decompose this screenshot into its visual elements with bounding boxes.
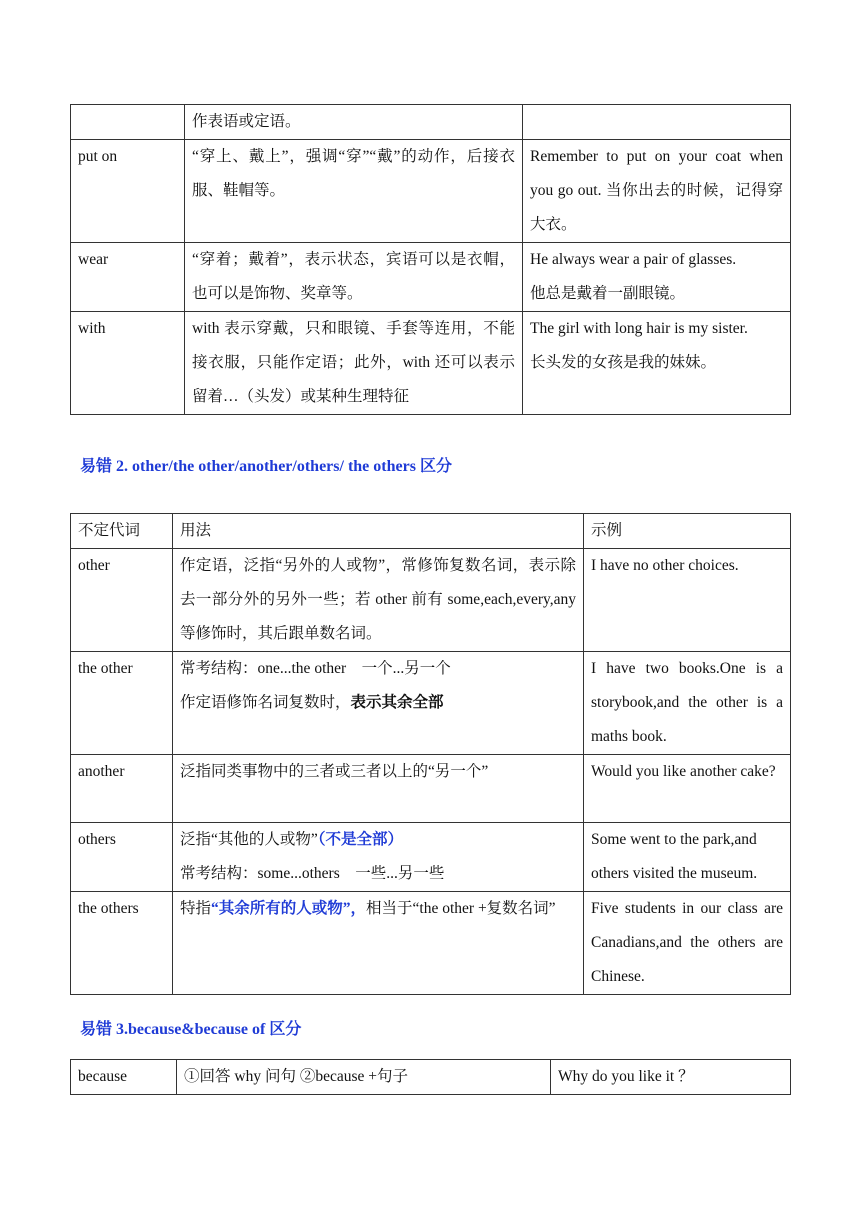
usage-line: 常考结构：some...others 一些...另一些 [180, 865, 445, 882]
example-zh: 他总是戴着一副眼镜。 [530, 285, 686, 302]
usage-line: 常考结构：one...the other 一个...另一个 [180, 660, 451, 677]
cell-usage: 泛指同类事物中的三者或三者以上的“另一个” [173, 755, 584, 823]
cell-usage [173, 652, 584, 755]
cell-usage: “穿着；戴着”，表示状态，宾语可以是衣帽，也可以是饰物、奖章等。 [185, 243, 523, 312]
usage-emphasis: （不是全部） [317, 831, 404, 848]
cell-usage: 作定语，泛指“另外的人或物”，常修饰复数名词，表示除去一部分外的另外一些；若 other 前有 some,each,every,any 等修饰时，其后跟单数名词。 [173, 549, 584, 652]
table-because [70, 1059, 791, 1095]
section-heading-3: 易错 3.because&because of 区分 [80, 1021, 302, 1038]
table-row [71, 1060, 791, 1095]
section-heading-2: 易错 2. other/the other/another/others/ the others 区分 [80, 458, 452, 475]
cell-usage [173, 892, 584, 995]
table-row [71, 140, 791, 243]
cell-usage: ①回答 why 问句 ②because +句子 [177, 1060, 551, 1095]
cell-term: with [71, 312, 185, 415]
cell-example [523, 243, 791, 312]
table-row [71, 105, 791, 140]
usage-emphasis: 表示其余全部 [350, 694, 444, 711]
cell-example: Why do you like it ？ [551, 1060, 791, 1095]
table-row [71, 755, 791, 823]
cell-example [523, 105, 791, 140]
table-clothing-verbs [70, 104, 791, 415]
table-indefinite-pronouns [70, 513, 791, 995]
table-row [71, 312, 791, 415]
usage-line [180, 823, 576, 857]
table-row [71, 892, 791, 995]
usage-text: 相当于“the other +复数名词” [366, 900, 556, 917]
table-header-row [71, 514, 791, 549]
table-row [71, 549, 791, 652]
usage-line [180, 686, 576, 720]
cell-example: Some went to the park,and others visited the museum. [584, 823, 791, 892]
cell-term: another [71, 755, 173, 823]
cell-example: Remember to put on your coat when you go out. 当你出去的时候，记得穿大衣。 [523, 140, 791, 243]
cell-term: other [71, 549, 173, 652]
example-en: He always wear a pair of glasses. [530, 251, 737, 268]
usage-text: 作定语修饰名词复数时， [180, 694, 351, 711]
cell-term: others [71, 823, 173, 892]
table-row [71, 243, 791, 312]
usage-emphasis: “其余所有的人或物”， [211, 900, 367, 917]
usage-text: 泛指“其他的人或物” [180, 831, 318, 848]
cell-term: the other [71, 652, 173, 755]
cell-usage: 作表语或定语。 [185, 105, 523, 140]
cell-example: I have no other choices. [584, 549, 791, 652]
cell-example: Five students in our class are Canadians,and the others are Chinese. [584, 892, 791, 995]
cell-example [523, 312, 791, 415]
header-cell: 用法 [173, 514, 584, 549]
cell-example: I have two books.One is a storybook,and the other is a maths book. [584, 652, 791, 755]
header-cell: 不定代词 [71, 514, 173, 549]
cell-usage: with 表示穿戴，只和眼镜、手套等连用，不能接衣服，只能作定语；此外，with 还可以表示留着…（头发）或某种生理特征 [185, 312, 523, 415]
example-zh: 长头发的女孩是我的妹妹。 [530, 354, 717, 371]
cell-term: the others [71, 892, 173, 995]
example-en: The girl with long hair is my sister. [530, 320, 748, 337]
cell-term: because [71, 1060, 177, 1095]
table-row [71, 652, 791, 755]
cell-term: wear [71, 243, 185, 312]
cell-empty [71, 105, 185, 140]
cell-usage: “穿上、戴上”，强调“穿”“戴”的动作，后接衣服、鞋帽等。 [185, 140, 523, 243]
header-cell: 示例 [584, 514, 791, 549]
cell-example: Would you like another cake? [584, 755, 791, 823]
table-row [71, 823, 791, 892]
usage-text: 特指 [180, 900, 212, 917]
cell-term: put on [71, 140, 185, 243]
cell-usage [173, 823, 584, 892]
